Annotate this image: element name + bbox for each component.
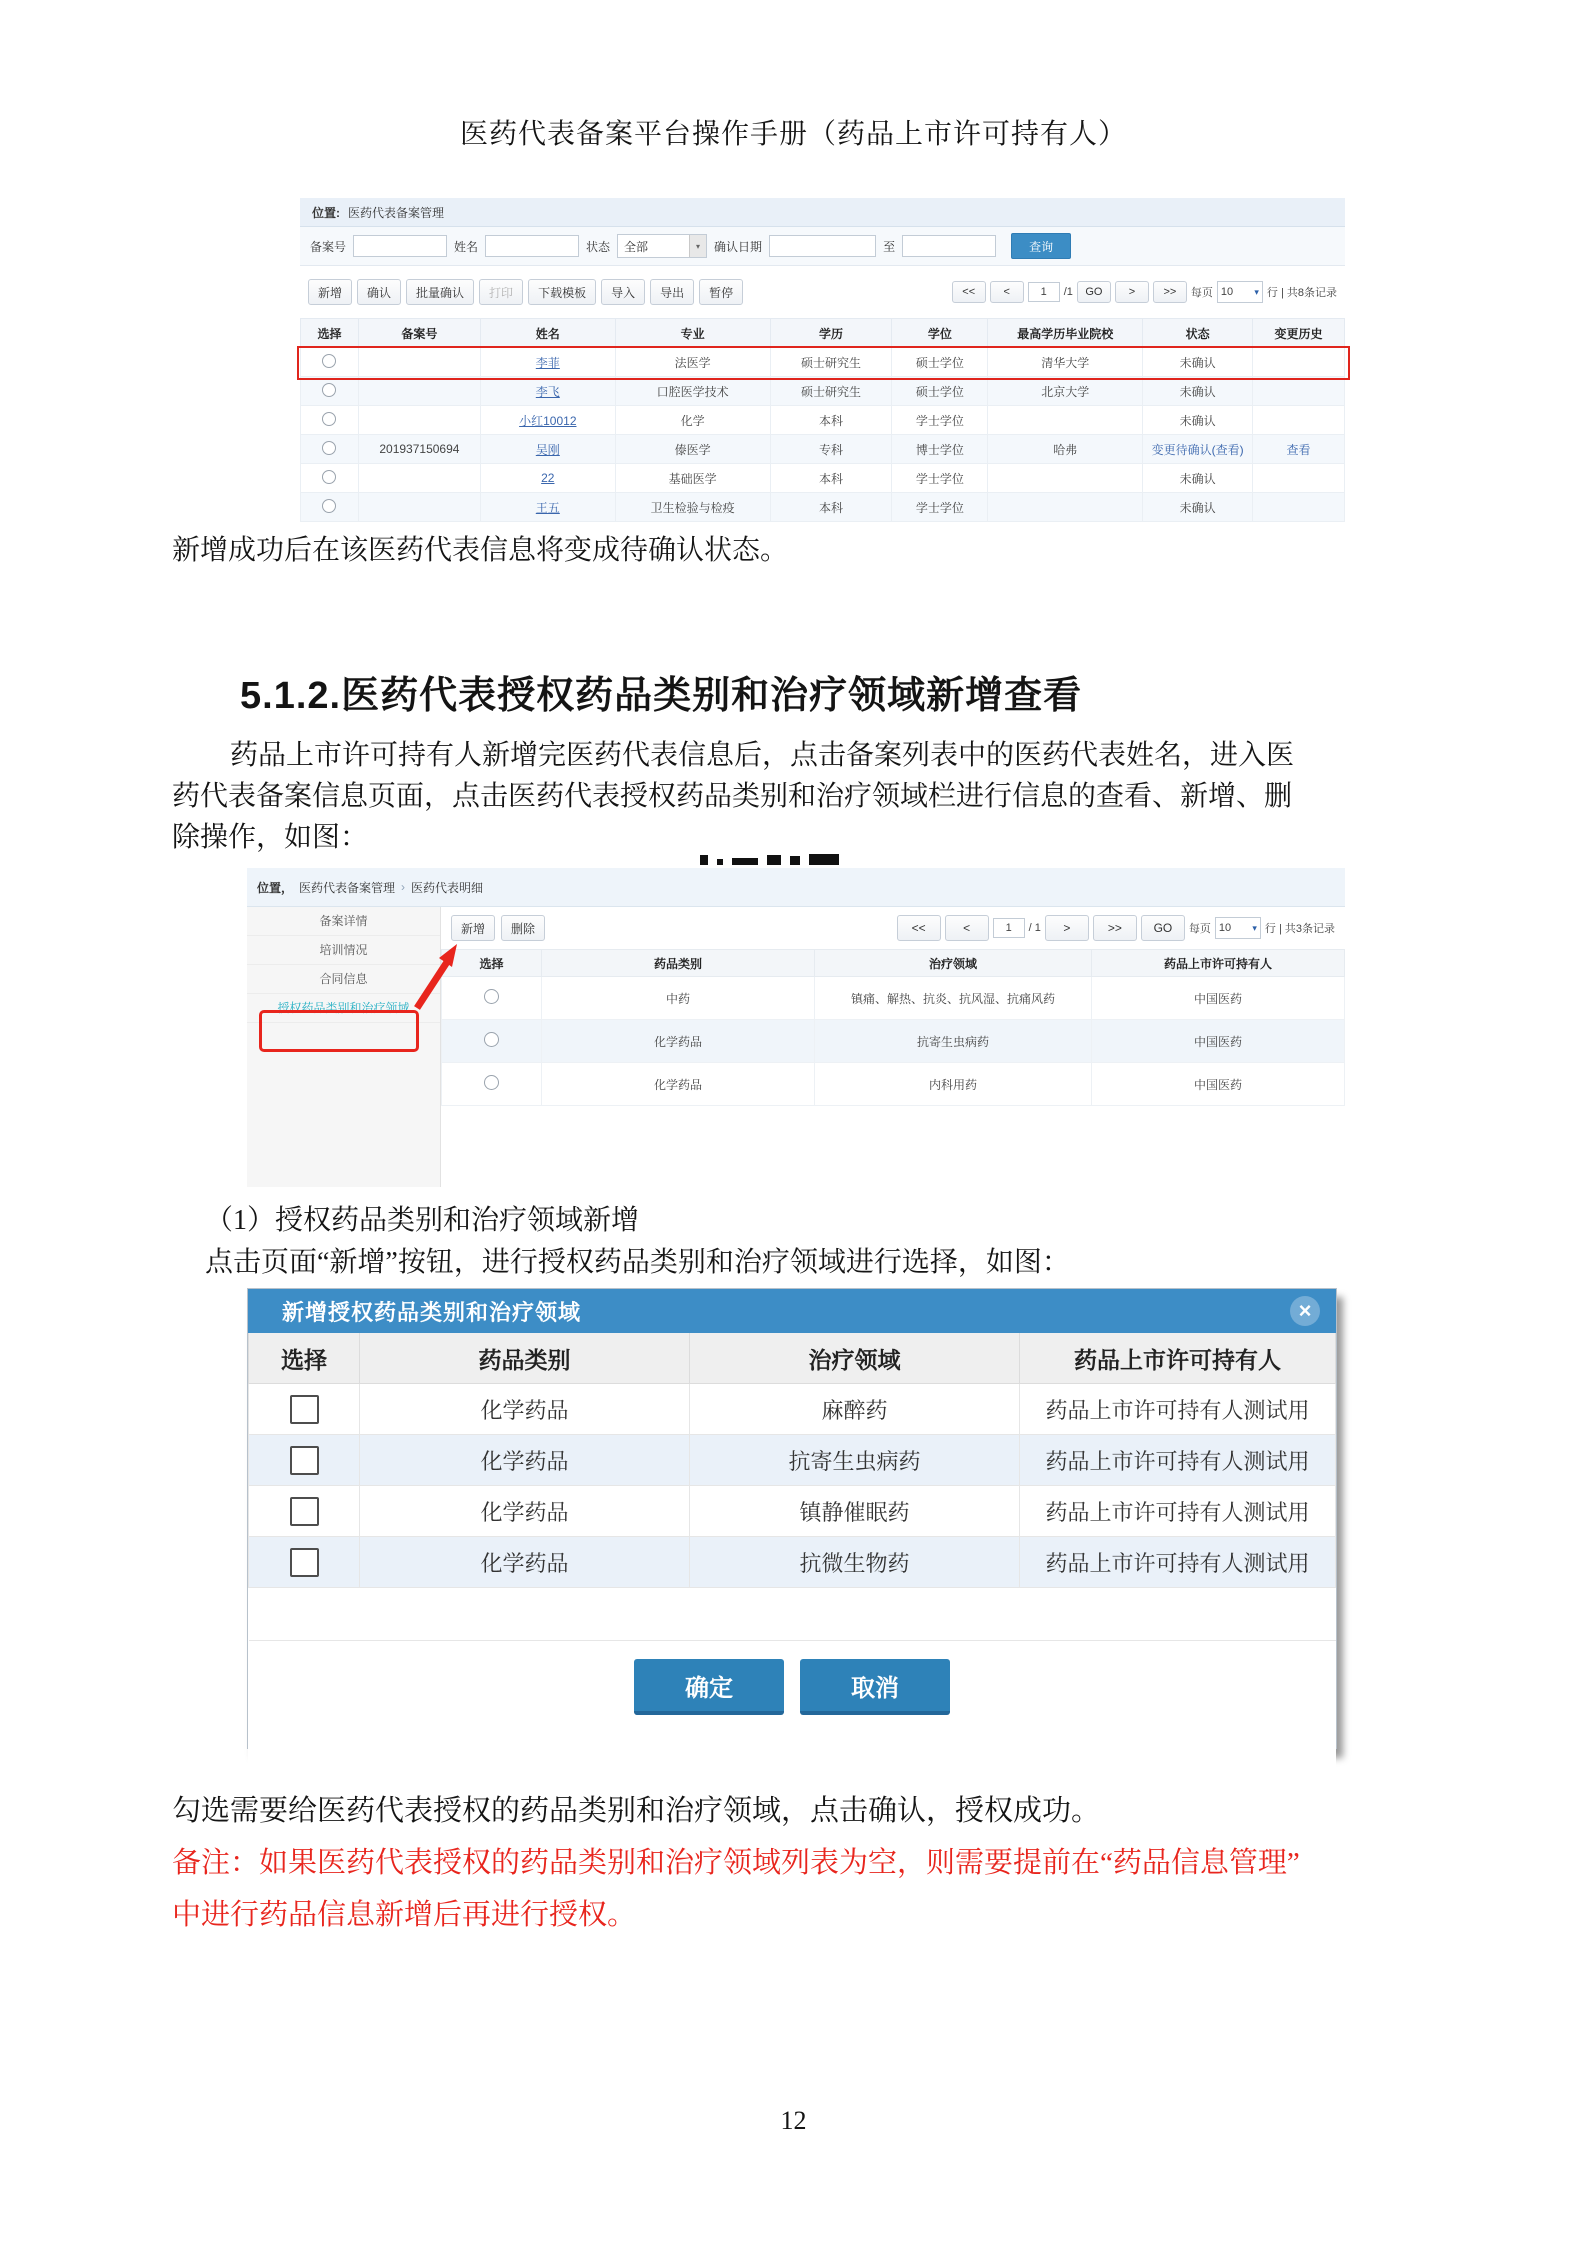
cell-license-holder: 中国医药 bbox=[1092, 1063, 1345, 1106]
location-bar bbox=[300, 198, 1345, 227]
cell-therapy-area: 镇痛、解热、抗炎、抗风湿、抗痛风药 bbox=[815, 977, 1092, 1020]
first-page-button[interactable]: << bbox=[897, 915, 941, 941]
per-page-value: 10 bbox=[1218, 922, 1232, 934]
table-row bbox=[249, 1486, 1336, 1537]
breadcrumb-root[interactable]: 医药代表备案管理 bbox=[299, 880, 396, 895]
col-license-holder: 药品上市许可持有人 bbox=[1092, 950, 1345, 977]
name-link[interactable]: 李菲 bbox=[535, 355, 560, 370]
toolbar bbox=[441, 907, 1345, 949]
col-select: 选择 bbox=[249, 1333, 360, 1384]
cell-record-no bbox=[358, 377, 480, 406]
pagination bbox=[952, 281, 1337, 303]
cell-therapy-area: 内科用药 bbox=[815, 1063, 1092, 1106]
cell-license-holder: 中国医药 bbox=[1092, 977, 1345, 1020]
row-checkbox[interactable] bbox=[290, 1497, 319, 1526]
cell-degree: 学士学位 bbox=[892, 493, 988, 522]
first-page-button[interactable]: << bbox=[952, 281, 986, 303]
paragraph-line-3: 除操作，如图： bbox=[172, 822, 369, 853]
page-input[interactable]: 1 bbox=[1028, 282, 1060, 302]
per-page-label: 每页 bbox=[1190, 287, 1213, 299]
table-row bbox=[301, 464, 1345, 493]
next-page-button[interactable]: > bbox=[1045, 915, 1089, 941]
col-drug-category: 药品类别 bbox=[542, 950, 815, 977]
cell-degree: 硕士学位 bbox=[892, 377, 988, 406]
col-major: 专业 bbox=[615, 319, 770, 348]
confirm-button[interactable]: 确定 bbox=[634, 1659, 784, 1715]
cell-therapy-area: 抗微生物药 bbox=[690, 1537, 1020, 1588]
body-text-1: 新增成功后在该医药代表信息将变成待确认状态。 bbox=[172, 535, 789, 566]
col-degree: 学位 bbox=[892, 319, 988, 348]
row-checkbox[interactable] bbox=[290, 1446, 319, 1475]
filter-bar bbox=[300, 227, 1345, 266]
col-name: 姓名 bbox=[480, 319, 615, 348]
table-row bbox=[442, 1020, 1345, 1063]
cell-education: 专科 bbox=[770, 435, 892, 464]
cell-drug-category: 化学药品 bbox=[360, 1486, 690, 1537]
table-row bbox=[249, 1384, 1336, 1435]
empty-table-row bbox=[249, 1588, 1336, 1641]
name-link[interactable]: 小红10012 bbox=[519, 413, 577, 428]
row-radio[interactable] bbox=[322, 383, 336, 397]
record-count-label: 行 | 共3条记录 bbox=[1264, 923, 1335, 935]
page-input[interactable]: 1 bbox=[993, 918, 1025, 938]
location-label: 位置， bbox=[257, 880, 294, 895]
paragraph-line-1: 药品上市许可持有人新增完医药代表信息后，点击备案列表中的医药代表姓名，进入医 bbox=[230, 740, 1295, 771]
col-select: 选择 bbox=[301, 319, 359, 348]
toolbar bbox=[300, 266, 1345, 318]
cell-history bbox=[1253, 377, 1345, 406]
page-total-label: /1 bbox=[1063, 286, 1073, 298]
highlight-annotation-box bbox=[297, 346, 1350, 380]
chevron-down-icon: ▾ bbox=[1254, 286, 1259, 297]
cell-drug-category: 化学药品 bbox=[360, 1435, 690, 1486]
per-page-select[interactable] bbox=[1215, 917, 1261, 939]
page-number: 12 bbox=[780, 2106, 807, 2135]
cell-major: 化学 bbox=[615, 406, 770, 435]
cell-status: 未确认 bbox=[1143, 406, 1253, 435]
download-template-button[interactable]: 下载模板 bbox=[528, 279, 596, 305]
col-record-no: 备案号 bbox=[358, 319, 480, 348]
cancel-button[interactable]: 取消 bbox=[800, 1659, 950, 1715]
name-link[interactable]: 吴刚 bbox=[535, 442, 560, 457]
status-select[interactable] bbox=[617, 234, 707, 258]
cell-drug-category: 化学药品 bbox=[360, 1384, 690, 1435]
go-button[interactable]: GO bbox=[1141, 915, 1185, 941]
name-input[interactable] bbox=[485, 235, 579, 257]
cell-school: 清华大学 bbox=[988, 348, 1143, 377]
row-radio[interactable] bbox=[484, 1075, 499, 1090]
col-history: 变更历史 bbox=[1253, 319, 1345, 348]
page-total-label: / 1 bbox=[1028, 922, 1041, 934]
prev-page-button[interactable]: < bbox=[945, 915, 989, 941]
col-education: 学历 bbox=[770, 319, 892, 348]
cell-major: 傣医学 bbox=[615, 435, 770, 464]
search-button[interactable]: 查询 bbox=[1011, 233, 1071, 259]
row-radio[interactable] bbox=[484, 989, 499, 1004]
cell-license-holder: 药品上市许可持有人测试用 bbox=[1020, 1537, 1336, 1588]
cell-license-holder: 药品上市许可持有人测试用 bbox=[1020, 1486, 1336, 1537]
cell-school bbox=[988, 493, 1143, 522]
per-page-value: 10 bbox=[1220, 286, 1234, 298]
row-radio[interactable] bbox=[322, 470, 336, 484]
category-table bbox=[441, 949, 1345, 1106]
per-page-select[interactable] bbox=[1217, 281, 1263, 303]
table-row bbox=[442, 977, 1345, 1020]
cell-drug-category: 化学药品 bbox=[360, 1537, 690, 1588]
cell-status: 未确认 bbox=[1143, 464, 1253, 493]
location-value: 医药代表备案管理 bbox=[348, 205, 445, 220]
close-icon[interactable]: × bbox=[1290, 1296, 1320, 1326]
name-link[interactable]: 王五 bbox=[535, 500, 560, 515]
table-row bbox=[249, 1435, 1336, 1486]
row-checkbox[interactable] bbox=[290, 1548, 319, 1577]
import-button[interactable]: 导入 bbox=[601, 279, 645, 305]
cropped-image-fragment bbox=[700, 852, 1000, 865]
body-paragraph bbox=[172, 735, 1430, 858]
table-row bbox=[301, 493, 1345, 522]
prev-page-button[interactable]: < bbox=[990, 281, 1024, 303]
history-link[interactable]: 查看 bbox=[1286, 442, 1311, 457]
pagination bbox=[897, 915, 1335, 941]
highlight-annotation-box bbox=[259, 1010, 419, 1052]
screenshot-record-list bbox=[300, 198, 1345, 515]
breadcrumb-current: 医药代表明细 bbox=[411, 880, 484, 895]
note-line-1: 备注：如果医药代表授权的药品类别和治疗领域列表为空，则需要提前在“药品信息管理” bbox=[172, 1847, 1300, 1879]
row-checkbox[interactable] bbox=[290, 1395, 319, 1424]
cell-education: 本科 bbox=[770, 493, 892, 522]
status-link[interactable]: 变更待确认(查看) bbox=[1151, 442, 1244, 457]
name-label: 姓名 bbox=[454, 239, 479, 254]
note-line-2: 中进行药品信息新增后再进行授权。 bbox=[172, 1899, 637, 1931]
chevron-down-icon: ▾ bbox=[1252, 922, 1257, 933]
cell-record-no bbox=[358, 493, 480, 522]
detail-main bbox=[441, 907, 1345, 1187]
col-license-holder: 药品上市许可持有人 bbox=[1020, 1333, 1336, 1384]
table-row bbox=[301, 435, 1345, 464]
confirm-date-end-input[interactable] bbox=[902, 235, 996, 257]
modal-table bbox=[248, 1333, 1336, 1641]
row-radio[interactable] bbox=[322, 412, 336, 426]
table-row bbox=[301, 377, 1345, 406]
cell-drug-category: 中药 bbox=[542, 977, 815, 1020]
breadcrumb bbox=[247, 868, 1345, 907]
confirm-date-input[interactable] bbox=[769, 235, 876, 257]
record-no-label: 备案号 bbox=[310, 239, 347, 254]
table-header-row bbox=[442, 950, 1345, 977]
col-therapy-area: 治疗领域 bbox=[815, 950, 1092, 977]
step-text-1: （1）授权药品类别和治疗领域新增 bbox=[205, 1205, 640, 1236]
cell-license-holder: 药品上市许可持有人测试用 bbox=[1020, 1384, 1336, 1435]
col-therapy-area: 治疗领域 bbox=[690, 1333, 1020, 1384]
cell-major: 法医学 bbox=[615, 348, 770, 377]
per-page-label: 每页 bbox=[1188, 923, 1211, 935]
cell-therapy-area: 抗寄生虫病药 bbox=[815, 1020, 1092, 1063]
print-button[interactable]: 打印 bbox=[479, 279, 523, 305]
cell-status: 未确认 bbox=[1143, 348, 1253, 377]
cell-history bbox=[1253, 493, 1345, 522]
cell-major: 口腔医学技术 bbox=[615, 377, 770, 406]
last-page-button[interactable]: >> bbox=[1093, 915, 1137, 941]
chevron-down-icon: ▾ bbox=[689, 235, 706, 257]
cell-education: 硕士研究生 bbox=[770, 377, 892, 406]
row-radio[interactable] bbox=[484, 1032, 499, 1047]
sidebar-item-contract[interactable]: 合同信息 bbox=[247, 965, 440, 994]
step-text-2: 点击页面“新增”按钮，进行授权药品类别和治疗领域进行选择，如图： bbox=[205, 1247, 1070, 1278]
add-authorization-modal bbox=[247, 1288, 1337, 1749]
cell-education: 本科 bbox=[770, 406, 892, 435]
cell-degree: 博士学位 bbox=[892, 435, 988, 464]
section-heading: 5.1.2.医药代表授权药品类别和治疗领域新增查看 bbox=[240, 675, 1083, 717]
paragraph-line-2: 药代表备案信息页面，点击医药代表授权药品类别和治疗领域栏进行信息的查看、新增、删 bbox=[172, 781, 1293, 812]
row-radio[interactable] bbox=[322, 441, 336, 455]
cell-record-no bbox=[358, 464, 480, 493]
cell-school bbox=[988, 406, 1143, 435]
table-row bbox=[442, 1063, 1345, 1106]
cell-therapy-area: 镇静催眠药 bbox=[690, 1486, 1020, 1537]
cell-major: 卫生检验与检疫 bbox=[615, 493, 770, 522]
go-button[interactable]: GO bbox=[1077, 281, 1111, 303]
cell-status: 未确认 bbox=[1143, 377, 1253, 406]
cell-degree: 学士学位 bbox=[892, 464, 988, 493]
cell-history bbox=[1253, 464, 1345, 493]
table-row bbox=[249, 1537, 1336, 1588]
cell-school: 北京大学 bbox=[988, 377, 1143, 406]
cell-therapy-area: 抗寄生虫病药 bbox=[690, 1435, 1020, 1486]
batch-confirm-button[interactable]: 批量确认 bbox=[406, 279, 474, 305]
cell-school bbox=[988, 464, 1143, 493]
table-header-row bbox=[249, 1333, 1336, 1384]
record-count-label: 行 | 共8条记录 bbox=[1266, 287, 1337, 299]
location-label: 位置: bbox=[312, 205, 340, 220]
status-label: 状态 bbox=[586, 239, 611, 254]
body-text-2: 勾选需要给医药代表授权的药品类别和治疗领域，点击确认，授权成功。 bbox=[172, 1795, 1101, 1827]
pause-button[interactable]: 暂停 bbox=[699, 279, 743, 305]
table-row bbox=[301, 406, 1345, 435]
cell-education: 硕士研究生 bbox=[770, 348, 892, 377]
breadcrumb-separator-icon: › bbox=[401, 880, 406, 894]
cell-record-no: 201937150694 bbox=[358, 435, 480, 464]
modal-footer bbox=[248, 1641, 1336, 1779]
col-select: 选择 bbox=[442, 950, 542, 977]
cell-school: 哈弗 bbox=[988, 435, 1143, 464]
cell-license-holder: 药品上市许可持有人测试用 bbox=[1020, 1435, 1336, 1486]
record-no-input[interactable] bbox=[353, 235, 447, 257]
status-select-value: 全部 bbox=[624, 239, 649, 254]
document-title: 医药代表备案平台操作手册（药品上市许可持有人） bbox=[459, 119, 1127, 150]
next-page-button[interactable]: > bbox=[1115, 281, 1149, 303]
cell-major: 基础医学 bbox=[615, 464, 770, 493]
cell-therapy-area: 麻醉药 bbox=[690, 1384, 1020, 1435]
col-drug-category: 药品类别 bbox=[360, 1333, 690, 1384]
sidebar-item-record-detail[interactable]: 备案详情 bbox=[247, 907, 440, 936]
confirm-date-label: 确认日期 bbox=[714, 239, 763, 254]
last-page-button[interactable]: >> bbox=[1153, 281, 1187, 303]
name-link[interactable]: 李飞 bbox=[535, 384, 560, 399]
modal-header bbox=[248, 1289, 1336, 1333]
sidebar-item-training[interactable]: 培训情况 bbox=[247, 936, 440, 965]
cell-degree: 学士学位 bbox=[892, 406, 988, 435]
row-radio[interactable] bbox=[322, 499, 336, 513]
col-status: 状态 bbox=[1143, 319, 1253, 348]
cell-history bbox=[1253, 406, 1345, 435]
export-button[interactable]: 导出 bbox=[650, 279, 694, 305]
table-header-row bbox=[301, 319, 1345, 348]
to-label: 至 bbox=[883, 239, 896, 254]
confirm-button[interactable]: 确认 bbox=[357, 279, 401, 305]
sidebar-item-authorized-categories[interactable]: 授权药品类别和治疗领域 bbox=[247, 994, 440, 1023]
add-button[interactable]: 新增 bbox=[451, 915, 495, 941]
cell-drug-category: 化学药品 bbox=[542, 1063, 815, 1106]
cell-status: 未确认 bbox=[1143, 493, 1253, 522]
modal-title: 新增授权药品类别和治疗领域 bbox=[282, 1299, 582, 1325]
cell-degree: 硕士学位 bbox=[892, 348, 988, 377]
delete-button[interactable]: 删除 bbox=[501, 915, 545, 941]
cell-record-no bbox=[358, 406, 480, 435]
name-link[interactable]: 22 bbox=[541, 471, 555, 485]
cell-education: 本科 bbox=[770, 464, 892, 493]
cell-license-holder: 中国医药 bbox=[1092, 1020, 1345, 1063]
col-school: 最高学历毕业院校 bbox=[988, 319, 1143, 348]
cell-drug-category: 化学药品 bbox=[542, 1020, 815, 1063]
add-button[interactable]: 新增 bbox=[308, 279, 352, 305]
red-arrow-annotation bbox=[413, 940, 467, 1012]
